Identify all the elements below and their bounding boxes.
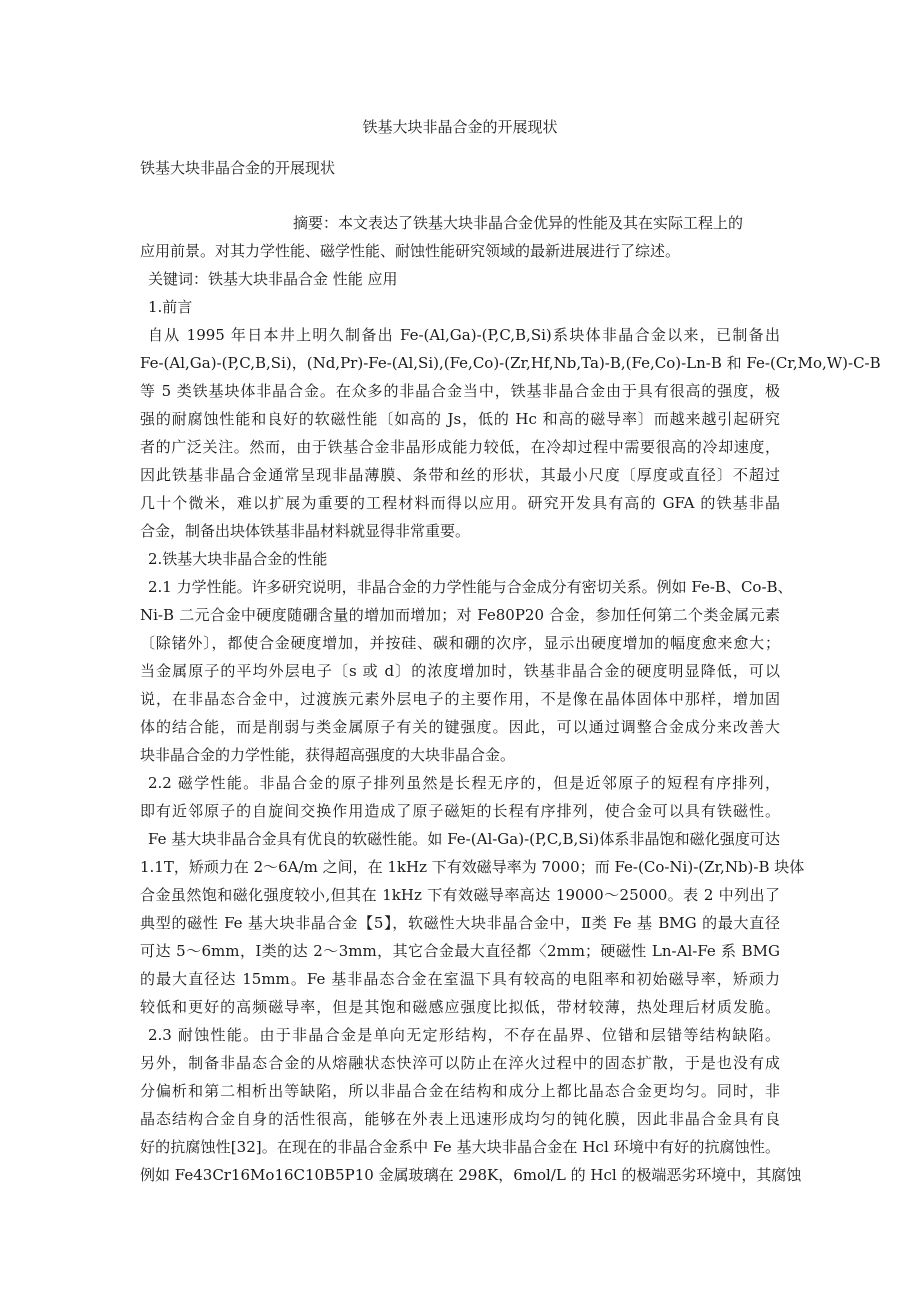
paragraph-line: 较低和更好的高频磁导率，但是其饱和磁感应强度比拟低，带材较薄，热处理后材质发脆。 [140, 998, 780, 1016]
paragraph-line: 的最大直径达 15mm。Fe 基非晶态合金在室温下具有较高的电阻率和初始磁导率，矫顽力 [140, 970, 780, 988]
paragraph-line: 强的耐腐蚀性能和良好的软磁性能〔如高的 Js，低的 Hc 和高的磁导率〕而越来越引起研究 [140, 410, 780, 428]
document-subtitle: 铁基大块非晶合金的开展现状 [140, 159, 336, 177]
paragraph-line: Fe 基大块非晶合金具有优良的软磁性能。如 Fe-(Al-Ga)-(P,C,B,Si)体系非晶饱和磁化强度可达 [148, 830, 780, 848]
paragraph-line: Fe-(Al,Ga)-(P,C,B,Si)，(Nd,Pr)-Fe-(Al,Si),(Fe,Co)-(Zr,Hf,Nb,Ta)-B,(Fe,Co)-Ln-B 和 Fe-(Cr,Mo,W)-C-B [140, 354, 881, 372]
paragraph-line: 好的抗腐蚀性[32]。在现在的非晶合金系中 Fe 基大块非晶合金在 Hcl 环境中有好的抗腐蚀性。 [140, 1138, 780, 1156]
paragraph-line: 2.3 耐蚀性能。由于非晶合金是单向无定形结构，不存在晶界、位错和层错等结构缺陷。 [148, 1026, 780, 1044]
document-title: 铁基大块非晶合金的开展现状 [362, 118, 558, 136]
paragraph-line: 〔除锗外〕，都使合金硬度增加，并按硅、碳和硼的次序，显示出硬度增加的幅度愈来愈大； [140, 634, 780, 652]
paragraph-line: 几十个微米，难以扩展为重要的工程材料而得以应用。研究开发具有高的 GFA 的铁基非晶 [140, 494, 780, 512]
paragraph-line: 典型的磁性 Fe 基大块非晶合金【5】，软磁性大块非晶合金中，Ⅱ类 Fe 基 BMG 的最大直径 [140, 914, 780, 932]
paragraph-line: 例如 Fe43Cr16Mo16C10B5P10 金属玻璃在 298K，6mol/L 的 Hcl 的极端恶劣环境中，其腐蚀 [140, 1166, 802, 1184]
section-heading-1: 1.前言 [148, 298, 193, 316]
paragraph-line: 因此铁基非晶合金通常呈现非晶薄膜、条带和丝的形状，其最小尺度〔厚度或直径〕不超过 [140, 466, 780, 484]
paragraph-line: 当金属原子的平均外层电子〔s 或 d〕的浓度增加时，铁基非晶合金的硬度明显降低，可以 [140, 662, 780, 680]
paragraph-line: 合金，制备出块体铁基非晶材料就显得非常重要。 [140, 522, 471, 540]
paragraph-line: 合金虽然饱和磁化强度较小,但其在 1kHz 下有效磁导率高达 19000～25000。表 2 中列出了 [140, 886, 780, 904]
paragraph-line: 块非晶合金的力学性能，获得超高强度的大块非晶合金。 [140, 746, 516, 764]
paragraph-line: 者的广泛关注。然而，由于铁基合金非晶形成能力较低，在冷却过程中需要很高的冷却速度， [140, 438, 780, 456]
paragraph-line: 另外，制备非晶态合金的从熔融状态快淬可以防止在淬火过程中的固态扩散，于是也没有成 [140, 1054, 780, 1072]
paragraph-line: 体的结合能，而是削弱与类金属原子有关的键强度。因此，可以通过调整合金成分来改善大 [140, 718, 780, 736]
paragraph-line: Ni-B 二元合金中硬度随硼含量的增加而增加；对 Fe80P20 合金，参加任何第二个类金属元素 [140, 606, 780, 624]
section-heading-2: 2.铁基大块非晶合金的性能 [148, 550, 328, 568]
paragraph-line: 晶态结构合金自身的活性很高，能够在外表上迅速形成均匀的钝化膜，因此非晶合金具有良 [140, 1110, 780, 1128]
paragraph-line: 说，在非晶态合金中，过渡族元素外层电子的主要作用，不是像在晶体固体中那样，增加固 [140, 690, 780, 708]
keywords: 关键词：铁基大块非晶合金 性能 应用 [148, 270, 398, 288]
paragraph-line: 2.2 磁学性能。非晶合金的原子排列虽然是长程无序的，但是近邻原子的短程有序排列， [148, 774, 780, 792]
paragraph-line: 可达 5～6mm，Ⅰ类的达 2～3mm，其它合金最大直径都〈2mm；硬磁性 Ln-Al-Fe 系 BMG [140, 942, 780, 960]
paragraph-line: 1.1T，矫顽力在 2～6A/m 之间，在 1kHz 下有效磁导率为 7000；而 Fe-(Co-Ni)-(Zr,Nb)-B 块体 [140, 858, 805, 876]
paragraph-line: 等 5 类铁基块体非晶合金。在众多的非晶合金当中，铁基非晶合金由于具有很高的强度，极 [140, 382, 780, 400]
paragraph-line: 分偏析和第二相析出等缺陷，所以非晶合金在结构和成分上都比晶态合金更均匀。同时，非 [140, 1082, 780, 1100]
abstract-line: 摘要：本文表达了铁基大块非晶合金优异的性能及其在实际工程上的 [293, 214, 744, 232]
paragraph-line: 2.1 力学性能。许多研究说明，非晶合金的力学性能与合金成分有密切关系。例如 Fe-B、Co-B、 [148, 578, 793, 596]
paragraph-line: 自从 1995 年日本井上明久制备出 Fe-(Al,Ga)-(P,C,B,Si)系块体非晶合金以来，已制备出 [148, 326, 780, 344]
abstract-line: 应用前景。对其力学性能、磁学性能、耐蚀性能研究领域的最新进展进行了综述。 [140, 242, 681, 260]
paragraph-line: 即有近邻原子的自旋间交换作用造成了原子磁矩的长程有序排列，使合金可以具有铁磁性。 [140, 802, 780, 820]
